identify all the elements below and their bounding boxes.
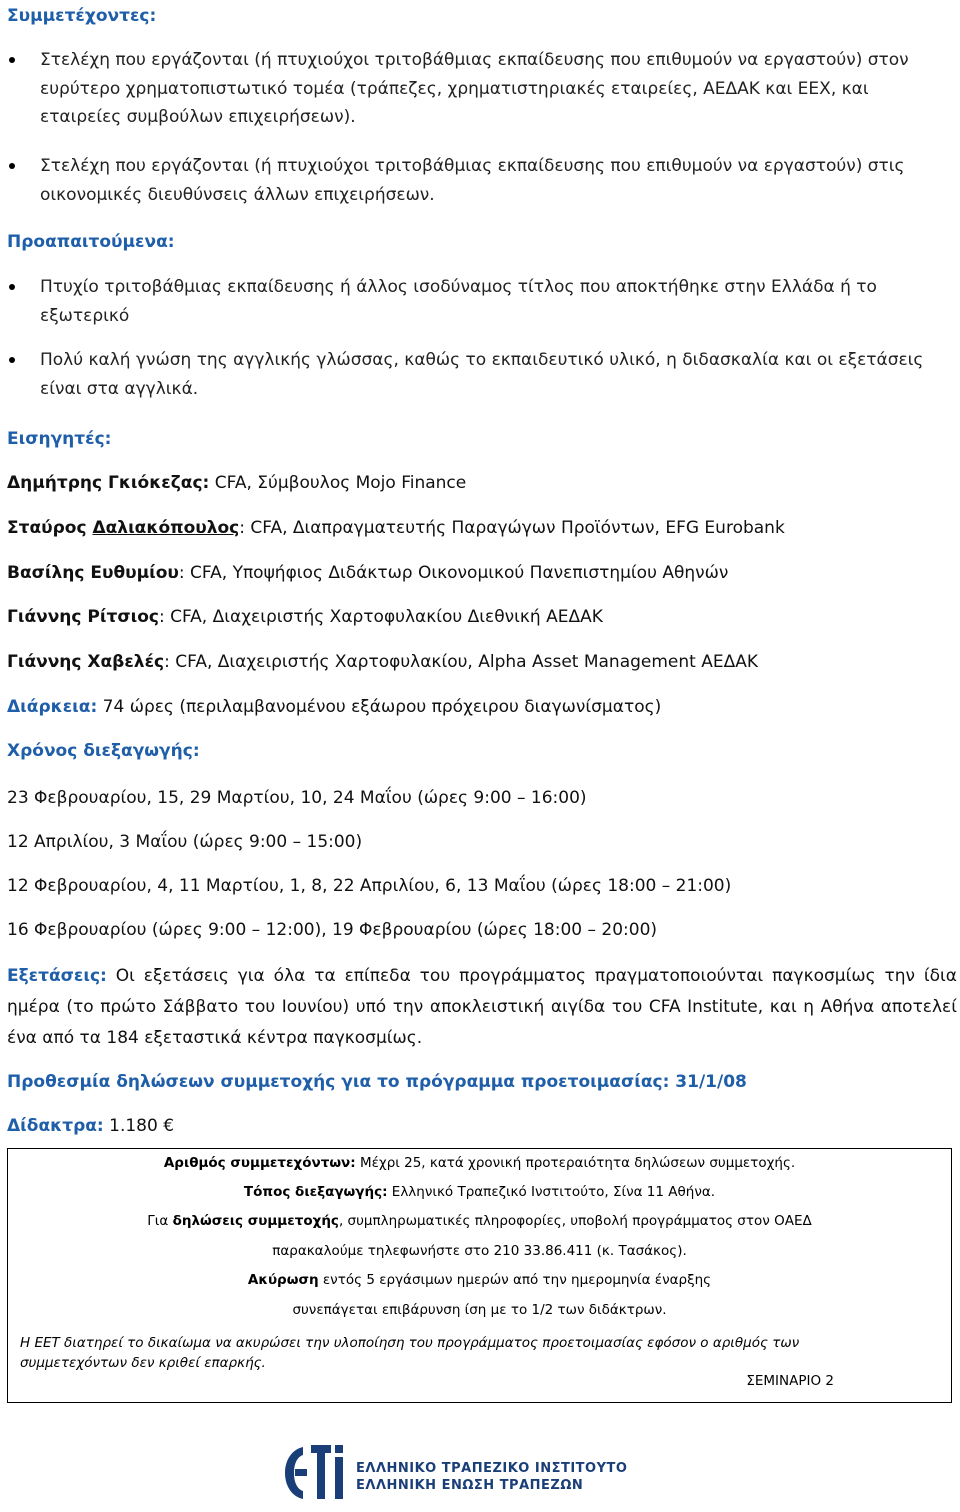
- box-participants-text: Μέχρι 25, κατά χρονική προτεραιότητα δηλώσεων συμμετοχής.: [355, 1155, 796, 1171]
- instructor-role: CFA, Σύμβουλος Mojo Finance: [209, 473, 467, 493]
- instructor-line: [7, 471, 466, 495]
- list-item: [7, 46, 952, 132]
- bullet-icon: [9, 57, 15, 63]
- schedule-line: 12 Φεβρουαρίου, 4, 11 Μαρτίου, 1, 8, 22 Απριλίου, 6, 13 Μαΐου (ώρες 18:00 – 21:00): [7, 876, 732, 896]
- box-declaration-text: , συμπληρωματικές πληροφορίες, υποβολή προγράμματος στον ΟΑΕΔ: [338, 1213, 812, 1229]
- instructor-name-last: Δαλιακόπουλος: [92, 518, 240, 538]
- instructor-line: [7, 650, 758, 674]
- exams-text: Οι εξετάσεις για όλα τα επίπεδα του προγράμματος πραγματοποιούνται παγκοσμίως την ίδια ημέρα (το πρώτο Σάββατο του Ιουνίου) υπό την αποκλειστική αιγίδα του CFA Institute, και η Αθήνα αποτελεί ένα από τα 184 εξεταστικά κέντρα παγκοσμίως.: [7, 966, 957, 1048]
- box-note: Η ΕΕΤ διατηρεί το δικαίωμα να ακυρώσει την υλοποίηση του προγράμματος προετοιμασίας εφόσον ο αριθμός των συμμετεχόντων δεν κριθεί επαρκής.: [20, 1335, 800, 1371]
- info-box: [7, 1148, 952, 1403]
- prerequisites-heading: Προαπαιτούμενα:: [7, 232, 175, 252]
- participants-item-1: Στελέχη που εργάζονται (ή πτυχιούχοι τριτοβάθμιας εκπαίδευσης που επιθυμούν να εργαστούν) στον ευρύτερο χρηματοπιστωτικό τομέα (τράπεζες, χρηματιστηριακές εταιρείες, ΑΕΔΑΚ και ΕΕΧ, και εταιρείες συμβούλων επιχειρήσεων).: [40, 50, 909, 127]
- instructor-name-first: Σταύρος: [7, 518, 93, 538]
- duration-value: 74 ώρες (περιλαμβανομένου εξάωρου πρόχειρου διαγωνίσματος): [97, 697, 662, 717]
- participants-heading: Συμμετέχοντες:: [7, 6, 157, 26]
- schedule-heading: Χρόνος διεξαγωγής:: [7, 741, 200, 761]
- schedule-line: 23 Φεβρουαρίου, 15, 29 Μαρτίου, 10, 24 Μαΐου (ώρες 9:00 – 16:00): [7, 788, 587, 808]
- box-declaration-prefix: Για: [147, 1213, 173, 1229]
- fees-value: 1.180 €: [103, 1116, 175, 1136]
- logo-line-2: ΕΛΛΗΝΙΚΗ ΕΝΩΣΗ ΤΡΑΠΕΖΩΝ: [356, 1478, 584, 1493]
- deadline-line: Προθεσμία δηλώσεων συμμετοχής για το πρόγραμμα προετοιμασίας: 31/1/08: [7, 1072, 747, 1092]
- participants-item-2: Στελέχη που εργάζονται (ή πτυχιούχοι τριτοβάθμιας εκπαίδευσης που επιθυμούν να εργαστούν) στις οικονομικές διευθύνσεις άλλων επιχειρήσεων.: [40, 156, 905, 205]
- box-declaration-line: [8, 1211, 951, 1231]
- instructor-line: [7, 605, 603, 629]
- instructor-role: : CFA, Διαχειριστής Χαρτοφυλακίου, Alpha Asset Management ΑΕΔΑΚ: [164, 652, 759, 672]
- eti-logo-mark-icon: [281, 1441, 347, 1505]
- schedule-line: 16 Φεβρουαρίου (ώρες 9:00 – 12:00), 19 Φεβρουαρίου (ώρες 18:00 – 20:00): [7, 920, 658, 940]
- box-venue-label: Τόπος διεξαγωγής:: [243, 1184, 388, 1200]
- box-phone-line: παρακαλούμε τηλεφωνήστε στο 210 33.86.411 (κ. Τασάκος).: [272, 1243, 687, 1259]
- seminar-label: ΣΕΜΙΝΑΡΙΟ 2: [746, 1373, 834, 1389]
- box-declaration-label: δηλώσεις συμμετοχής: [172, 1213, 339, 1229]
- instructor-role: : CFA, Διαπραγματευτής Παραγώγων Προϊόντων, EFG Eurobank: [239, 518, 785, 538]
- bullet-icon: [9, 357, 15, 363]
- instructor-role: : CFA, Υποψήφιος Διδάκτωρ Οικονομικού Πανεπιστημίου Αθηνών: [178, 563, 729, 583]
- box-participants-label: Αριθμός συμμετεχόντων:: [163, 1155, 356, 1171]
- fees-label: Δίδακτρα:: [7, 1116, 104, 1136]
- box-participants-line: [8, 1153, 951, 1173]
- list-item: [7, 152, 952, 209]
- duration-label: Διάρκεια:: [7, 697, 98, 717]
- exams-paragraph: [7, 961, 957, 1054]
- eti-logo: [281, 1441, 691, 1505]
- list-item: [7, 273, 952, 330]
- instructors-heading: Εισηγητές:: [7, 429, 112, 449]
- prerequisites-item-2: Πολύ καλή γνώση της αγγλικής γλώσσας, καθώς το εκπαιδευτικό υλικό, η διδασκαλία και οι εξετάσεις είναι στα αγγλικά.: [40, 350, 924, 399]
- instructor-name: Δημήτρης Γκιόκεζας:: [7, 473, 210, 493]
- instructor-role: : CFA, Διαχειριστής Χαρτοφυλακίου Διεθνική ΑΕΔΑΚ: [158, 607, 603, 627]
- instructor-name: Γιάννης Ρίτσιος: [7, 607, 159, 627]
- box-venue-line: [8, 1182, 951, 1202]
- box-cancel-label: Ακύρωση: [247, 1272, 319, 1288]
- exams-label: Εξετάσεις:: [7, 966, 107, 986]
- instructor-name: Γιάννης Χαβελές: [7, 652, 165, 672]
- box-cancel-text: εντός 5 εργάσιμων ημερών από την ημερομηνία έναρξης: [318, 1272, 712, 1288]
- box-cancel-fee-line: συνεπάγεται επιβάρυνση ίση με το 1/2 των διδάκτρων.: [292, 1302, 667, 1318]
- logo-line-1: ΕΛΛΗΝΙΚΟ ΤΡΑΠΕΖΙΚΟ ΙΝΣΤΙΤΟΥΤΟ: [356, 1461, 628, 1476]
- schedule-line: 12 Απριλίου, 3 Μαΐου (ώρες 9:00 – 15:00): [7, 832, 363, 852]
- list-item: [7, 346, 952, 403]
- instructor-line: [7, 561, 728, 585]
- logo-text: [356, 1460, 627, 1494]
- box-cancel-line: [8, 1270, 951, 1290]
- prerequisites-item-1: Πτυχίο τριτοβάθμιας εκπαίδευσης ή άλλος ισοδύναμος τίτλος που αποκτήθηκε στην Ελλάδα ή το εξωτερικό: [40, 277, 877, 326]
- box-venue-text: Ελληνικό Τραπεζικό Ινστιτούτο, Σίνα 11 Αθήνα.: [387, 1184, 716, 1200]
- fees-line: [7, 1114, 174, 1138]
- instructor-line: [7, 516, 785, 540]
- bullet-icon: [9, 163, 15, 169]
- duration-line: [7, 695, 661, 719]
- bullet-icon: [9, 284, 15, 290]
- instructor-name: Βασίλης Ευθυμίου: [7, 563, 179, 583]
